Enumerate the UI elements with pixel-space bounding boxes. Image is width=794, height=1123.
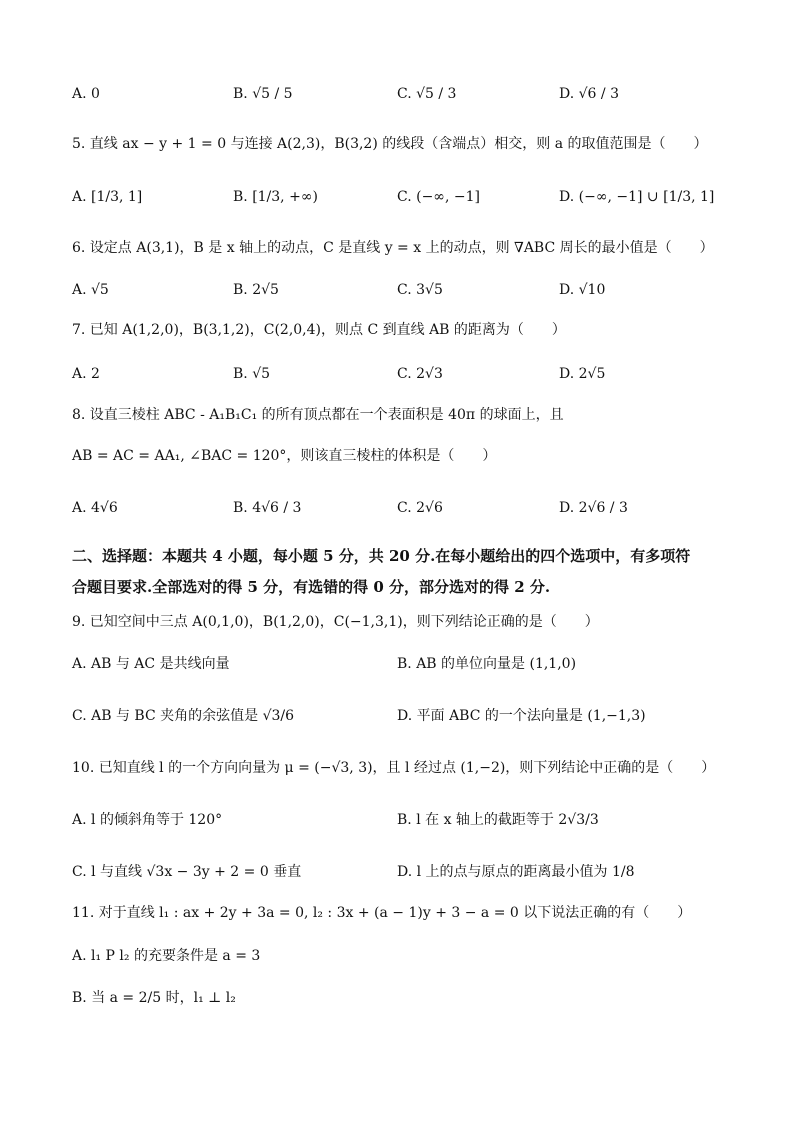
q5-stem: 5. 直线 ax − y + 1 = 0 与连接 A(2,3)，B(3,2) 的线段（含端点）相交，则 a 的取值范围是（ ） (72, 136, 708, 152)
q5-option-b: B. [1/3, +∞) (233, 189, 318, 205)
q5-option-c: C. (−∞, −1] (397, 189, 480, 205)
q7-option-a: A. 2 (72, 366, 100, 382)
section2-heading-line2: 合题目要求.全部选对的得 5 分，有选错的得 0 分，部分选对的得 2 分. (72, 578, 551, 596)
q8-option-d: D. 2√6 / 3 (559, 500, 628, 516)
q8-option-b: B. 4√6 / 3 (233, 500, 302, 516)
q10-stem: 10. 已知直线 l 的一个方向向量为 μ = (−√3, 3)，且 l 经过点 (1,−2)，则下列结论中正确的是（ ） (72, 760, 716, 776)
q7-stem: 7. 已知 A(1,2,0)，B(3,1,2)，C(2,0,4)，则点 C 到直线 AB 的距离为（ ） (72, 322, 566, 338)
q8-stem-line2: AB = AC = AA₁, ∠BAC = 120°，则该直三棱柱的体积是（ ） (72, 448, 497, 464)
q11-option-a: A. l₁ P l₂ 的充要条件是 a = 3 (72, 948, 261, 964)
q7-option-c: C. 2√3 (397, 366, 443, 382)
q5-option-d: D. (−∞, −1] ∪ [1/3, 1] (559, 189, 715, 205)
q9-option-c: C. AB 与 BC 夹角的余弦值是 √3/6 (72, 708, 295, 724)
q6-option-a: A. √5 (72, 282, 109, 298)
q4-option-d: D. √6 / 3 (559, 86, 619, 102)
q9-option-b: B. AB 的单位向量是 (1,1,0) (397, 656, 577, 672)
q6-option-d: D. √10 (559, 282, 606, 298)
q10-option-b: B. l 在 x 轴上的截距等于 2√3/3 (397, 812, 599, 828)
q4-option-c: C. √5 / 3 (397, 86, 457, 102)
q9-stem: 9. 已知空间中三点 A(0,1,0)，B(1,2,0)，C(−1,3,1)，则下列结论正确的是（ ） (72, 614, 599, 630)
q6-stem: 6. 设定点 A(3,1)，B 是 x 轴上的动点，C 是直线 y = x 上的动点，则 ∇ABC 周长的最小值是（ ） (72, 240, 714, 256)
q11-stem: 11. 对于直线 l₁ : ax + 2y + 3a = 0, l₂ : 3x + (a − 1)y + 3 − a = 0 以下说法正确的有（ ） (72, 905, 692, 921)
q7-option-b: B. √5 (233, 366, 271, 382)
q6-option-c: C. 3√5 (397, 282, 443, 298)
q10-option-c: C. l 与直线 √3x − 3y + 2 = 0 垂直 (72, 864, 302, 880)
section2-heading-line1: 二、选择题：本题共 4 小题，每小题 5 分，共 20 分.在每小题给出的四个选项中，有多项符 (72, 547, 691, 565)
q4-option-b: B. √5 / 5 (233, 86, 293, 102)
q10-option-d: D. l 上的点与原点的距离最小值为 1/8 (397, 864, 635, 880)
q5-option-a: A. [1/3, 1] (72, 189, 143, 205)
q7-option-d: D. 2√5 (559, 366, 606, 382)
q9-option-a: A. AB 与 AC 是共线向量 (72, 656, 230, 672)
q10-option-a: A. l 的倾斜角等于 120° (72, 812, 223, 828)
q6-option-b: B. 2√5 (233, 282, 279, 298)
q8-stem-line1: 8. 设直三棱柱 ABC - A₁B₁C₁ 的所有顶点都在一个表面积是 40π 的球面上，且 (72, 407, 564, 423)
q9-option-d: D. 平面 ABC 的一个法向量是 (1,−1,3) (397, 708, 646, 724)
q11-option-b: B. 当 a = 2/5 时，l₁ ⊥ l₂ (72, 990, 236, 1006)
q8-option-c: C. 2√6 (397, 500, 443, 516)
q4-option-a: A. 0 (72, 86, 100, 102)
q8-option-a: A. 4√6 (72, 500, 118, 516)
